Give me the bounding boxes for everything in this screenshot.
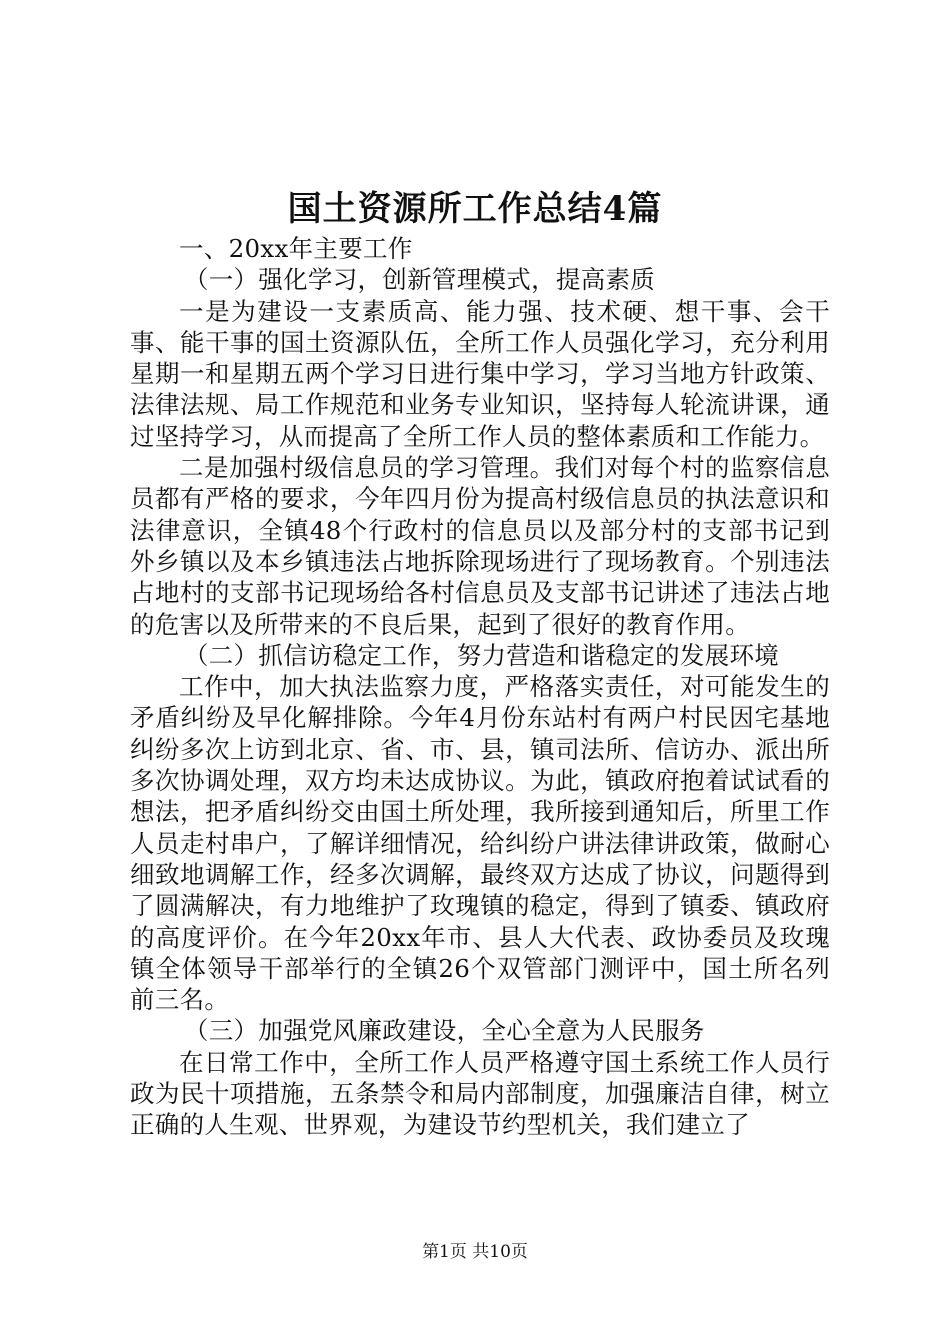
section-heading: 一、20xx年主要工作 xyxy=(179,234,413,263)
body-paragraph: 在日常工作中，全所工作人员严格遵守国土系统工作人员行政为民十项措施，五条禁令和局内部制度，加强廉洁自律，树立正确的人生观、世界观，为建设节约型机关，我们建立了 xyxy=(130,1047,830,1140)
subsection-heading: （三）加强党风廉政建设，全心全意为人民服务 xyxy=(183,1016,705,1046)
body-paragraph: 二是加强村级信息员的学习管理。我们对每个村的监察信息员都有严格的要求，今年四月份为提高村级信息员的执法意识和法律意识，全镇48个行政村的信息员以及部分村的支部书记到外乡镇以及本乡镇违法占地拆除现场进行了现场教育。个别违法占地村的支部书记现场给各村信息员及支部书记讲述了违法占地的危害以及所带来的不良后果，起到了很好的教育作用。 xyxy=(130,453,830,639)
body-paragraph: 工作中，加大执法监察力度，严格落实责任，对可能发生的矛盾纠纷及早化解排除。今年4月份东站村有两户村民因宅基地纠纷多次上访到北京、省、市、县，镇司法所、信访办、派出所多次协调处理，双方均未达成协议。为此，镇政府抱着试试看的想法，把矛盾纠纷交由国土所处理，我所接到通知后，所里工作人员走村串户，了解详细情况，给纠纷户讲法律讲政策，做耐心细致地调解工作，经多次调解，最终双方达成了协议，问题得到了圆满解决，有力地维护了玫瑰镇的稳定，得到了镇委、镇政府的高度评价。在今年20xx年市、县人大代表、政协委员及玫瑰镇全体领导干部举行的全镇26个双管部门测评中，国土所名列前三名。 xyxy=(130,672,830,1015)
page-footer: 第1页 共10页 xyxy=(422,1242,528,1262)
document-title: 国土资源所工作总结4篇 xyxy=(287,189,663,229)
subsection-heading: （二）抓信访稳定工作，努力营造和谐稳定的发展环境 xyxy=(183,640,780,670)
body-paragraph: 一是为建设一支素质高、能力强、技术硬、想干事、会干事、能干事的国土资源队伍，全所工作人员强化学习，充分利用星期一和星期五两个学习日进行集中学习，学习当地方针政策、法律法规、局工作规范和业务专业知识，坚持每人轮流讲课，通过坚持学习，从而提高了全所工作人员的整体素质和工作能力。 xyxy=(130,296,830,451)
subsection-heading: （一）强化学习，创新管理模式，提高素质 xyxy=(183,265,656,295)
document-body xyxy=(130,233,830,1141)
